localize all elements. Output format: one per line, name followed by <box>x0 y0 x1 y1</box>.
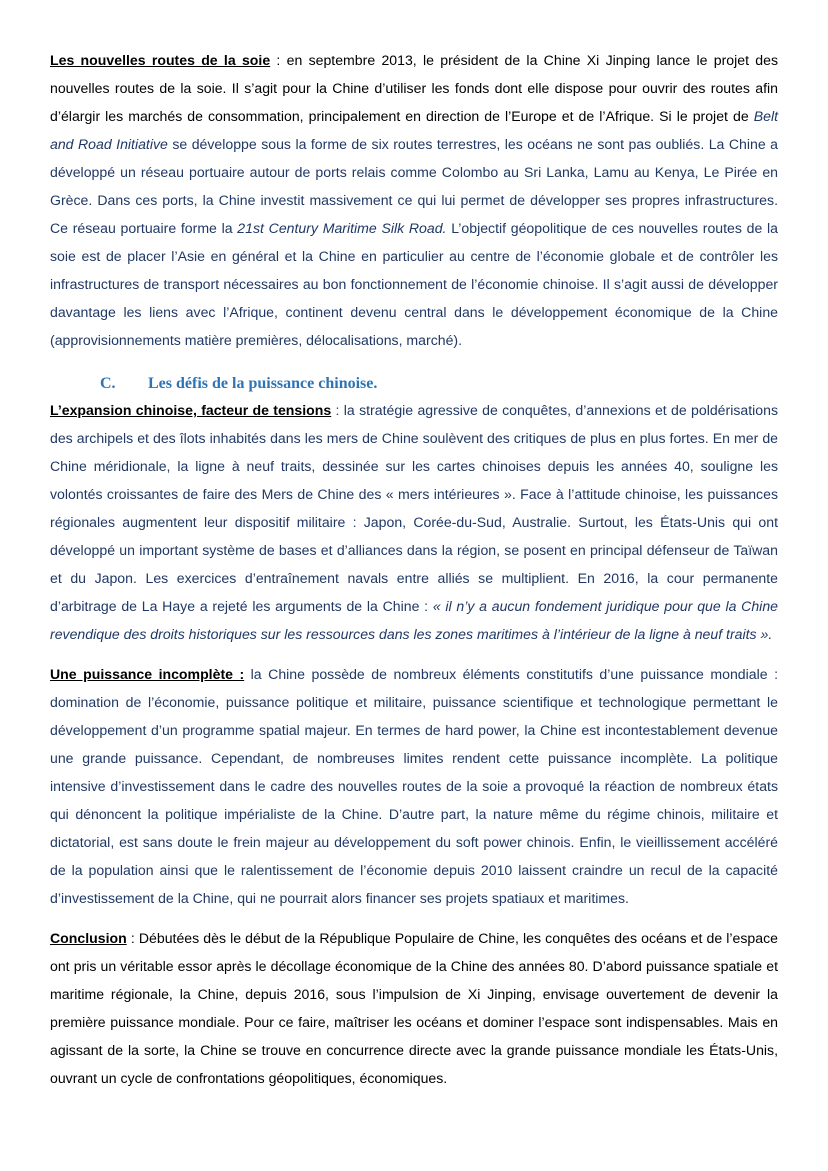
paragraph-lead-incomplete: Une puissance incomplète : <box>50 666 245 682</box>
paragraph-text: : en septembre 2013, le président de la Chine Xi Jinping lance le projet des nouvelles routes de la soie. Il s’agit pour la Chine d’utiliser les fonds dont elle dispose pour ouvrir des routes afin d’élargir les marchés de consommation, principalement en direction de l’Europe et de l’Afrique. Si le projet de <box>50 52 778 124</box>
paragraph-text: la Chine possède de nombreux éléments constitutifs d’une puissance mondiale : domination de l’économie, puissance politique et militaire, puissance scientifique et technologique permettant le développement d’un programme spatial majeur. En termes de hard power, la Chine est incontestablement devenue une grande puissance. Cependant, de nombreuses limites rendent cette puissance incomplète. La politique intensive d’investissement dans le cadre des nouvelles routes de la soie a provoqué la réaction de nombreux états qui dénoncent la politique impérialiste de la Chine. D’autre part, la nature même du régime chinois, militaire et dictatorial, est sans doute le frein majeur au développement du soft power chinois. Enfin, le vieillissement accéléré de la population ainsi que le ralentissement de l’économie depuis 2010 laissent craindre un recul de la capacité d’investissement de la Chine, qui ne pourrait alors financer ses projets spatiaux et maritimes. <box>50 666 778 906</box>
document-page <box>50 46 778 1092</box>
paragraph-expansion <box>50 396 778 648</box>
paragraph-text: : Débutées dès le début de la République Populaire de Chine, les conquêtes des océans et de l’espace ont pris un véritable essor après le décollage économique de la Chine des années 80. D’abord puissance spatiale et maritime régionale, la Chine, depuis 2016, sous l’impulsion de Xi Jinping, envisage ouvertement de devenir la première puissance mondiale. Pour ce faire, maîtriser les océans et dominer l’espace sont indispensables. Mais en agissant de la sorte, la Chine se trouve en concurrence directe avec la grande puissance mondiale les États-Unis, ouvrant un cycle de confrontations géopolitiques, économiques. <box>50 930 778 1086</box>
paragraph-lead-expansion: L’expansion chinoise, facteur de tensions <box>50 402 332 418</box>
emphasis-belt-and-road: Belt and Road Initiative <box>50 108 778 152</box>
emphasis-maritime-silk-road: 21st Century Maritime Silk Road. <box>237 220 447 236</box>
paragraph-text: : la stratégie agressive de conquêtes, d’annexions et de poldérisations des archipels et des îlots inhabités dans les mers de Chine soulèvent des critiques de plus en plus fortes. En mer de Chine méridionale, la ligne à neuf traits, dessinée sur les cartes chinoises depuis les années 40, souligne les volontés croissantes de faire des Mers de Chine des « mers intérieures ». Face à l’attitude chinoise, les puissances régionales augmentent leur dispositif militaire : Japon, Corée-du-Sud, Australie. Surtout, les États-Unis qui ont développé un important système de bases et d’alliances dans la région, se posent en principal défenseur de Taïwan et du Japon. Les exercices d’entraînement navals entre alliés se multiplient. En 2016, la cour permanente d’arbitrage de La Haye a rejeté les arguments de la Chine : <box>50 402 778 614</box>
section-title: Les défis de la puissance chinoise. <box>148 375 378 392</box>
paragraph-text: se développe sous la forme de six routes terrestres, les océans ne sont pas oubliés. La Chine a développé un réseau portuaire autour de ports relais comme Colombo au Sri Lanka, Lamu au Kenya, Le Pirée en Grèce. Dans ces ports, la Chine investit massivement ce qui lui permet de développer ses propres infrastructures. Ce réseau portuaire forme la <box>50 136 778 236</box>
section-letter: C. <box>100 375 116 392</box>
paragraph-lead-silk-roads: Les nouvelles routes de la soie <box>50 52 271 68</box>
paragraph-new-silk-roads <box>50 46 778 354</box>
paragraph-lead-conclusion: Conclusion <box>50 930 127 946</box>
paragraph-conclusion <box>50 924 778 1092</box>
section-heading <box>100 372 778 396</box>
paragraph-text: L’objectif géopolitique de ces nouvelles routes de la soie est de placer l’Asie en général et la Chine en particulier au centre de l’économie globale et de contrôler les infrastructures de transport nécessaires au bon fonctionnement de l’économie chinoise. Il s’agit aussi de développer davantage les liens avec l’Afrique, continent devenu central dans le développement économique de la Chine (approvisionnements matière premières, délocalisations, marché). <box>50 220 779 348</box>
paragraph-incomplete-power <box>50 660 778 912</box>
quote-la-haye: « il n’y a aucun fondement juridique pour que la Chine revendique des droits historiques sur les ressources dans les zones maritimes à l’intérieur de la ligne à neuf traits ». <box>50 598 778 642</box>
